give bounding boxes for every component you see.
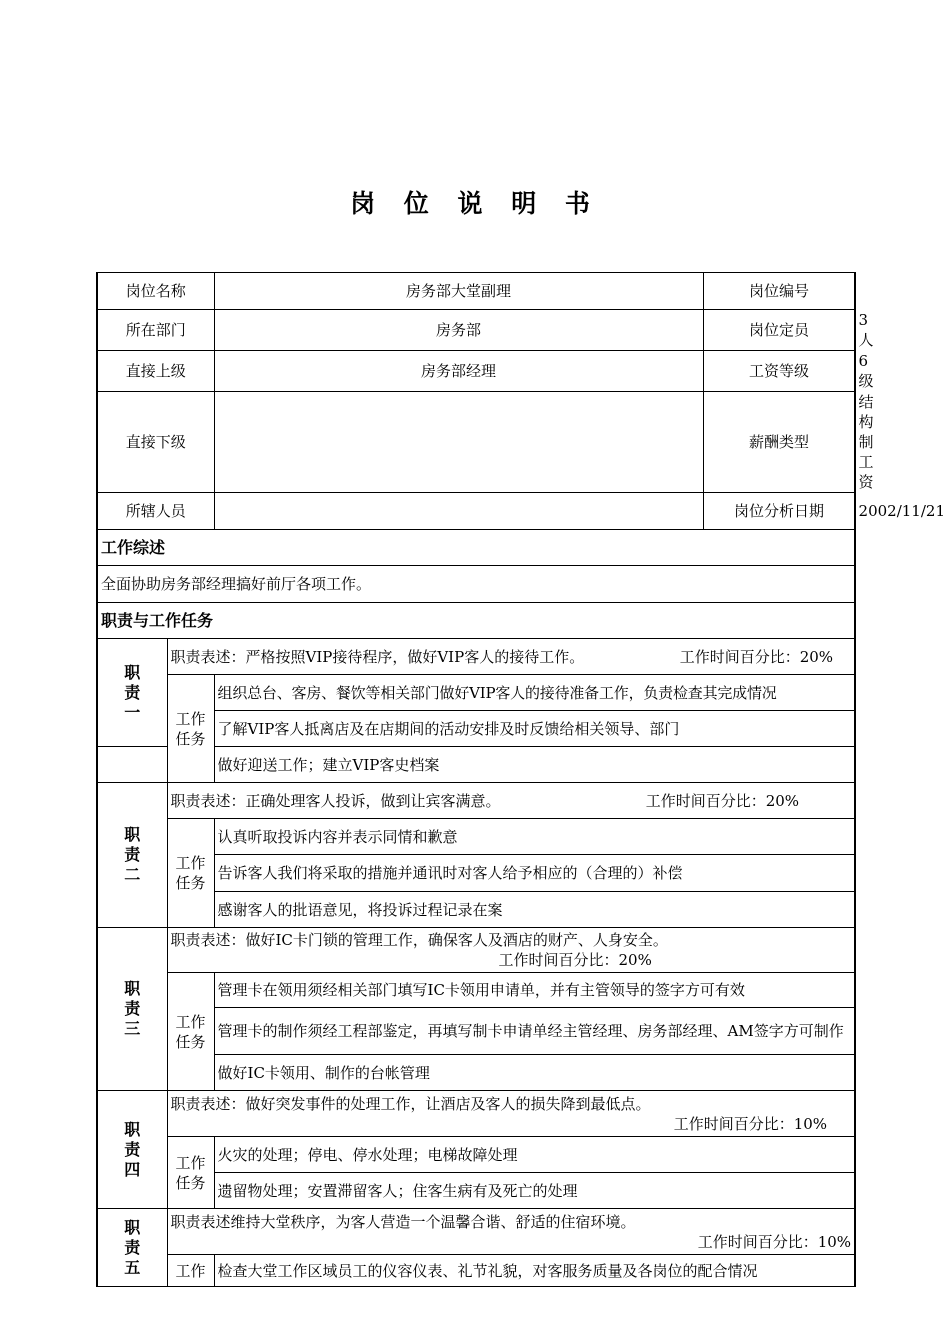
duty-statement-text: 职责表述维持大堂秩序，为客人营造一个温馨合谐、舒适的住宿环境。 — [170, 1212, 636, 1231]
duty-percent: 工作时间百分比：10% — [697, 1232, 852, 1251]
task-item: 认真听取投诉内容并表示同情和歉意 — [214, 819, 855, 855]
info-label: 所在部门 — [97, 310, 214, 351]
task-label: 工作 任务 — [167, 973, 214, 1091]
job-description-table — [96, 272, 945, 1287]
task-label: 工作 任务 — [167, 1137, 214, 1209]
info-label: 岗位定员 — [703, 310, 855, 351]
info-value: 房务部大堂副理 — [214, 273, 703, 310]
task-item: 感谢客人的批语意见，将投诉过程记录在案 — [214, 892, 855, 928]
info-label: 所辖人员 — [97, 493, 214, 530]
task-row — [97, 819, 855, 855]
info-row: 所辖人员 岗位分析日期 2002/11/21 — [97, 493, 855, 530]
task-item: 火灾的处理；停电、停水处理；电梯故障处理 — [214, 1137, 855, 1173]
duty-label-spacer — [97, 747, 167, 783]
duty-statement-text: 职责表述：做好IC卡门锁的管理工作，确保客人及酒店的财产、人身安全。 — [170, 931, 668, 949]
duty-statement-row — [97, 1209, 855, 1255]
task-row — [97, 1137, 855, 1173]
duties-heading: 职责与工作任务 — [97, 603, 855, 639]
duty-statement — [167, 1209, 855, 1255]
task-item: 管理卡的制作须经工程部鉴定，再填写制卡申请单经主管经理、房务部经理、AM签字方可制作 — [214, 1008, 855, 1055]
duty-percent: 工作时间百分比：20% — [679, 647, 834, 666]
section-header — [97, 603, 855, 639]
task-item: 告诉客人我们将采取的措施并通讯时对客人给予相应的（合理的）补偿 — [214, 855, 855, 892]
duty-statement — [167, 928, 855, 973]
info-label: 岗位名称 — [97, 273, 214, 310]
info-value — [214, 392, 703, 493]
task-item: 做好迎送工作；建立VIP客史档案 — [214, 747, 855, 783]
duty-percent: 工作时间百分比：20% — [645, 791, 800, 810]
task-label: 工作 任务 — [167, 819, 214, 928]
duty-label: 职 责 二 — [97, 783, 167, 928]
duty-statement-text: 职责表述：正确处理客人投诉，做到让宾客满意。 — [170, 791, 501, 810]
duty-statement-row — [97, 928, 855, 973]
duty-label: 职 责 一 — [97, 639, 167, 747]
info-label: 直接上级 — [97, 351, 214, 392]
duty-percent: 工作时间百分比：10% — [673, 1114, 828, 1133]
summary-heading: 工作综述 — [97, 530, 855, 566]
duty-statement-text: 职责表述：做好突发事件的处理工作，让酒店及客人的损失降到最低点。 — [170, 1094, 651, 1113]
task-row — [97, 675, 855, 711]
task-row — [97, 1255, 855, 1287]
duty-label: 职 责 三 — [97, 928, 167, 1091]
summary-text: 全面协助房务部经理搞好前厅各项工作。 — [97, 566, 855, 603]
info-label: 岗位分析日期 — [703, 493, 855, 530]
duty-statement — [167, 1091, 855, 1137]
info-row: 所在部门 房务部 岗位定员 3人 — [97, 310, 855, 351]
info-label: 工资等级 — [703, 351, 855, 392]
task-item: 管理卡在领用须经相关部门填写IC卡领用申请单，并有主管领导的签字方可有效 — [214, 973, 855, 1008]
duty-statement — [167, 639, 855, 675]
task-item: 组织总台、客房、餐饮等相关部门做好VIP客人的接待准备工作，负责检查其完成情况 — [214, 675, 855, 711]
task-item: 做好IC卡领用、制作的台帐管理 — [214, 1055, 855, 1091]
info-label: 直接下级 — [97, 392, 214, 493]
duty-statement-row — [97, 639, 855, 675]
duty-statement-text: 职责表述：严格按照VIP接待程序，做好VIP客人的接待工作。 — [170, 647, 585, 666]
duty-statement-row — [97, 783, 855, 819]
duty-statement-row — [97, 1091, 855, 1137]
duty-label: 职 责 五 — [97, 1209, 167, 1287]
info-label: 薪酬类型 — [703, 392, 855, 493]
info-row: 直接下级 薪酬类型 结构制工资 — [97, 392, 855, 493]
info-row: 直接上级 房务部经理 工资等级 6级 — [97, 351, 855, 392]
duty-statement — [167, 783, 855, 819]
section-header — [97, 530, 855, 566]
task-label: 工作 — [167, 1255, 214, 1287]
info-row — [97, 273, 855, 310]
summary-row — [97, 566, 855, 603]
task-item: 检查大堂工作区域员工的仪容仪表、礼节礼貌，对客服务质量及各岗位的配合情况 — [214, 1255, 855, 1287]
info-label: 岗位编号 — [703, 273, 855, 310]
task-item: 遗留物处理；安置滞留客人；住客生病有及死亡的处理 — [214, 1173, 855, 1209]
duty-percent: 工作时间百分比：20% — [498, 951, 652, 969]
info-value — [214, 493, 703, 530]
task-row — [97, 973, 855, 1008]
task-item: 了解VIP客人抵离店及在店期间的活动安排及时反馈给相关领导、部门 — [214, 711, 855, 747]
duty-label: 职 责 四 — [97, 1091, 167, 1209]
info-value: 房务部 — [214, 310, 703, 351]
info-value: 房务部经理 — [214, 351, 703, 392]
page-title: 岗 位 说 明 书 — [350, 189, 600, 218]
task-label: 工作 任务 — [167, 675, 214, 783]
